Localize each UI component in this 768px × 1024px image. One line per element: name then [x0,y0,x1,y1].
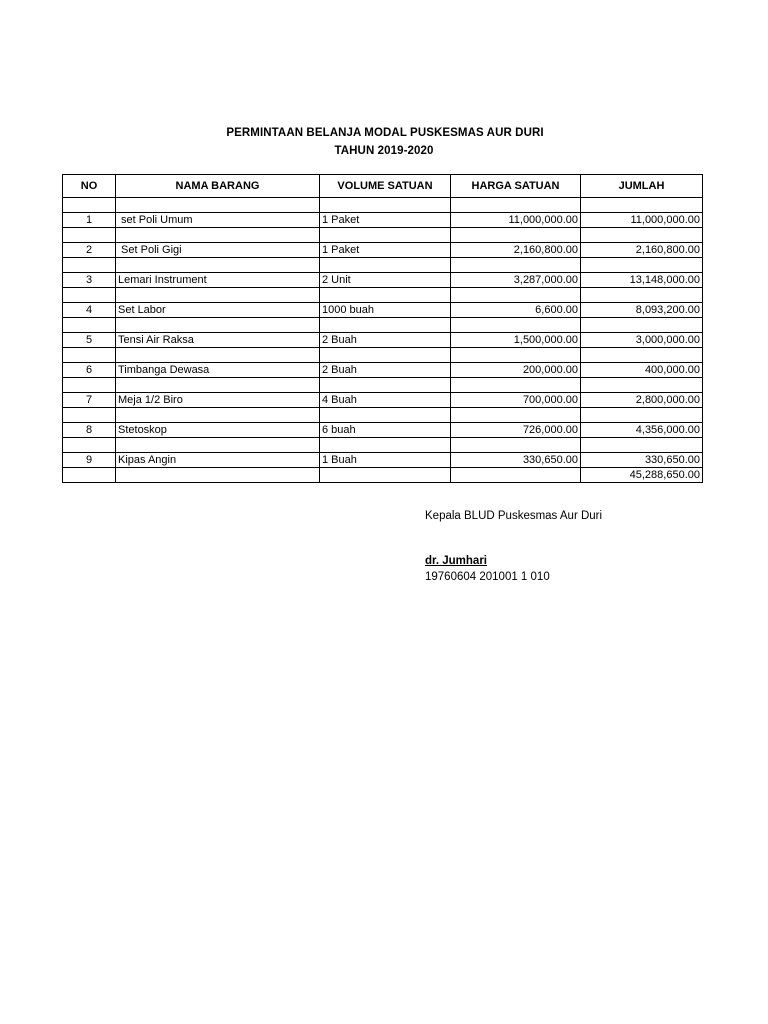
empty-cell [320,378,451,393]
empty-cell [63,198,116,213]
empty-cell [320,348,451,363]
row-volume: 2 Buah [320,333,451,348]
document-subtitle: TAHUN 2019-2020 [334,145,434,157]
empty-cell [63,408,116,423]
empty-cell [451,468,581,483]
budget-table [62,174,703,483]
empty-cell [63,468,116,483]
empty-cell [116,378,320,393]
empty-cell [320,438,451,453]
empty-cell [451,228,581,243]
table-row [63,243,703,258]
empty-cell [581,438,703,453]
empty-cell [320,318,451,333]
empty-cell [116,438,320,453]
spacer-row [63,438,703,453]
empty-cell [451,378,581,393]
empty-cell [451,438,581,453]
empty-cell [63,258,116,273]
row-total: 2,160,800.00 [581,243,703,258]
empty-cell [63,228,116,243]
table-header-row [63,175,703,198]
spacer-row [63,318,703,333]
total-row [63,468,703,483]
empty-cell [451,198,581,213]
row-price: 3,287,000.00 [451,273,581,288]
row-price: 6,600.00 [451,303,581,318]
row-total: 3,000,000.00 [581,333,703,348]
spacer-row [63,228,703,243]
row-no: 3 [63,273,116,288]
table-row [63,363,703,378]
row-name: Kipas Angin [116,453,320,468]
signature-name: dr. Jumhari [425,555,487,567]
table-row [63,423,703,438]
empty-cell [116,288,320,303]
empty-cell [451,258,581,273]
spacer-row [63,288,703,303]
row-total: 8,093,200.00 [581,303,703,318]
row-total: 330,650.00 [581,453,703,468]
empty-cell [320,258,451,273]
empty-cell [451,348,581,363]
row-name: Meja 1/2 Biro [116,393,320,408]
empty-cell [116,348,320,363]
row-volume: 1 Paket [320,213,451,228]
grand-total: 45,288,650.00 [581,468,703,483]
row-no: 8 [63,423,116,438]
row-total: 11,000,000.00 [581,213,703,228]
empty-cell [116,468,320,483]
empty-cell [581,228,703,243]
empty-cell [320,198,451,213]
empty-cell [116,318,320,333]
row-price: 200,000.00 [451,363,581,378]
table-row [63,213,703,228]
empty-cell [451,288,581,303]
row-price: 1,500,000.00 [451,333,581,348]
row-name: Set Labor [116,303,320,318]
empty-cell [320,288,451,303]
empty-cell [320,468,451,483]
table-row [63,273,703,288]
row-volume: 1 Paket [320,243,451,258]
header-nama-barang: NAMA BARANG [116,175,320,198]
empty-cell [63,288,116,303]
row-total: 13,148,000.00 [581,273,703,288]
spacer-row [63,378,703,393]
row-total: 2,800,000.00 [581,393,703,408]
row-no: 9 [63,453,116,468]
header-jumlah: JUMLAH [581,175,703,198]
empty-cell [63,348,116,363]
table-row [63,393,703,408]
empty-cell [320,408,451,423]
spacer-row [63,198,703,213]
empty-cell [581,408,703,423]
row-volume: 2 Unit [320,273,451,288]
row-name: Lemari Instrument [116,273,320,288]
row-volume: 4 Buah [320,393,451,408]
row-name: Stetoskop [116,423,320,438]
row-volume: 6 buah [320,423,451,438]
header-harga-satuan: HARGA SATUAN [451,175,581,198]
row-no: 5 [63,333,116,348]
row-name: set Poli Umum [116,213,320,228]
empty-cell [581,198,703,213]
empty-cell [581,348,703,363]
row-volume: 1000 buah [320,303,451,318]
header-no: NO [63,175,116,198]
row-price: 2,160,800.00 [451,243,581,258]
row-price: 330,650.00 [451,453,581,468]
empty-cell [581,378,703,393]
row-price: 726,000.00 [451,423,581,438]
row-no: 2 [63,243,116,258]
row-price: 700,000.00 [451,393,581,408]
empty-cell [63,438,116,453]
row-no: 4 [63,303,116,318]
row-total: 400,000.00 [581,363,703,378]
empty-cell [116,258,320,273]
row-name: Timbanga Dewasa [116,363,320,378]
document-title: PERMINTAAN BELANJA MODAL PUSKESMAS AUR DURI [226,127,544,139]
table-row [63,303,703,318]
row-no: 6 [63,363,116,378]
table-row [63,453,703,468]
row-price: 11,000,000.00 [451,213,581,228]
empty-cell [581,318,703,333]
empty-cell [320,228,451,243]
empty-cell [451,408,581,423]
row-volume: 2 Buah [320,363,451,378]
table-row [63,333,703,348]
spacer-row [63,258,703,273]
row-volume: 1 Buah [320,453,451,468]
row-no: 7 [63,393,116,408]
row-total: 4,356,000.00 [581,423,703,438]
signature-nip: 19760604 201001 1 010 [425,571,550,583]
empty-cell [116,198,320,213]
empty-cell [581,258,703,273]
row-no: 1 [63,213,116,228]
empty-cell [451,318,581,333]
spacer-row [63,408,703,423]
header-volume-satuan: VOLUME SATUAN [320,175,451,198]
empty-cell [63,318,116,333]
empty-cell [116,228,320,243]
empty-cell [63,378,116,393]
spacer-row [63,348,703,363]
row-name: Tensi Air Raksa [116,333,320,348]
empty-cell [581,288,703,303]
empty-cell [116,408,320,423]
row-name: Set Poli Gigi [116,243,320,258]
signature-title: Kepala BLUD Puskesmas Aur Duri [425,510,603,522]
